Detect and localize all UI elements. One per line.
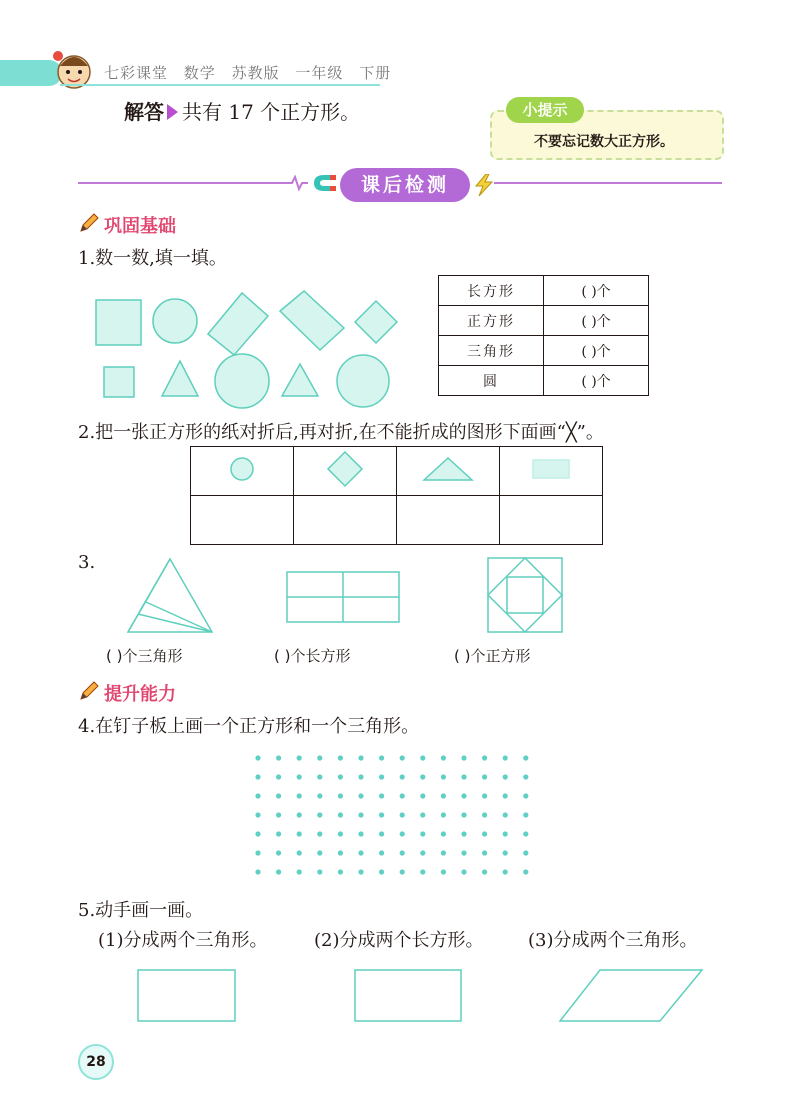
q3-number: 3. [78, 552, 96, 573]
answer-label: 解答 [124, 100, 164, 124]
peg-dot[interactable] [317, 812, 322, 817]
answer-blank[interactable]: ( )个 [544, 336, 649, 366]
peg-dot[interactable] [297, 812, 302, 817]
circle-shape [215, 354, 269, 408]
peg-dot[interactable] [503, 812, 508, 817]
peg-dot[interactable] [297, 793, 302, 798]
q4-prompt: 4.在钉子板上画一个正方形和一个三角形。 [78, 716, 420, 737]
hint-text: 不要忘记数大正方形。 [534, 134, 674, 150]
peg-dot[interactable] [461, 793, 466, 798]
peg-dot[interactable] [338, 850, 343, 855]
option-cell [191, 447, 294, 496]
peg-dot[interactable] [358, 793, 363, 798]
mark-cell[interactable] [397, 496, 500, 545]
peg-dot[interactable] [461, 774, 466, 779]
peg-dot[interactable] [441, 812, 446, 817]
q5-part1: (1)分成两个三角形。 [98, 930, 268, 951]
circle-option [222, 452, 262, 486]
header-underline [60, 84, 380, 86]
peg-dot[interactable] [338, 774, 343, 779]
peg-dot[interactable] [503, 831, 508, 836]
peg-dot[interactable] [379, 774, 384, 779]
peg-dot[interactable] [482, 755, 487, 760]
option-cell [294, 447, 397, 496]
row-name: 正方形 [439, 306, 544, 336]
peg-dot[interactable] [420, 755, 425, 760]
small-square-shape [104, 367, 134, 397]
peg-dot[interactable] [503, 793, 508, 798]
peg-dot[interactable] [276, 793, 281, 798]
q3-figures [120, 556, 600, 638]
peg-dot[interactable] [379, 831, 384, 836]
peg-dot[interactable] [523, 793, 528, 798]
triangle-option [421, 452, 475, 486]
q5-part3: (3)分成两个三角形。 [528, 930, 698, 951]
part1-heading: 巩固基础 [104, 216, 176, 237]
q5-rectangle-2 [355, 970, 461, 1021]
peg-dot[interactable] [523, 812, 528, 817]
q5-prompt: 5.动手画一画。 [78, 900, 204, 921]
answer-line [124, 96, 360, 125]
peg-dot[interactable] [276, 831, 281, 836]
peg-dot[interactable] [379, 812, 384, 817]
circle-shape [337, 355, 389, 407]
peg-dot[interactable] [338, 755, 343, 760]
peg-dot[interactable] [255, 755, 260, 760]
part2-heading: 提升能力 [104, 684, 176, 705]
q3-label-rectangles[interactable]: ( )个长方形 [274, 647, 351, 665]
peg-dot[interactable] [358, 774, 363, 779]
triangle-marker-icon [167, 104, 178, 120]
square-figure [488, 558, 562, 632]
peg-dot[interactable] [441, 869, 446, 874]
peg-dot[interactable] [503, 774, 508, 779]
peg-dot[interactable] [461, 869, 466, 874]
pencil-icon [78, 680, 100, 702]
q5-part2: (2)分成两个长方形。 [314, 930, 484, 951]
peg-dot[interactable] [441, 831, 446, 836]
peg-dot[interactable] [441, 850, 446, 855]
pencil-icon [78, 212, 100, 234]
peg-dot[interactable] [400, 793, 405, 798]
table-row [439, 336, 649, 366]
peg-dot[interactable] [255, 831, 260, 836]
tilted-rectangle-shape [280, 291, 344, 350]
pegboard[interactable] [250, 750, 550, 880]
page-number: 28 [78, 1044, 114, 1080]
peg-dot[interactable] [379, 869, 384, 874]
peg-dot[interactable] [358, 812, 363, 817]
peg-dot[interactable] [358, 831, 363, 836]
lightning-icon [474, 174, 494, 196]
section-divider-left [78, 182, 288, 184]
q3-label-triangles[interactable]: ( )个三角形 [106, 647, 183, 665]
q1-prompt: 1.数一数,填一填。 [78, 248, 227, 269]
q1-count-table [438, 275, 649, 396]
peg-dot[interactable] [255, 850, 260, 855]
peg-dot[interactable] [400, 812, 405, 817]
peg-dot[interactable] [297, 850, 302, 855]
subject: 数学 [183, 64, 216, 82]
peg-dot[interactable] [255, 774, 260, 779]
series-name: 七彩课堂 [104, 64, 169, 82]
peg-dot[interactable] [482, 850, 487, 855]
peg-dot[interactable] [276, 850, 281, 855]
peg-dot[interactable] [379, 850, 384, 855]
peg-dot[interactable] [338, 812, 343, 817]
peg-dot[interactable] [297, 869, 302, 874]
peg-dot[interactable] [420, 831, 425, 836]
peg-dot[interactable] [276, 755, 281, 760]
square-shape [96, 300, 141, 345]
peg-dot[interactable] [461, 831, 466, 836]
peg-dot[interactable] [461, 755, 466, 760]
mark-cell[interactable] [500, 496, 603, 545]
peg-dot[interactable] [482, 831, 487, 836]
peg-dot[interactable] [338, 869, 343, 874]
peg-dot[interactable] [441, 755, 446, 760]
table-row [191, 447, 603, 496]
peg-dot[interactable] [461, 812, 466, 817]
magnet-icon [286, 170, 342, 196]
peg-dot[interactable] [400, 755, 405, 760]
peg-dot[interactable] [441, 793, 446, 798]
peg-dot[interactable] [358, 755, 363, 760]
peg-dot[interactable] [255, 793, 260, 798]
peg-dot[interactable] [276, 869, 281, 874]
peg-dot[interactable] [523, 831, 528, 836]
mark-cell[interactable] [191, 496, 294, 545]
peg-dot[interactable] [297, 831, 302, 836]
rectangle-option [529, 454, 573, 484]
peg-dot[interactable] [317, 774, 322, 779]
peg-dot[interactable] [482, 812, 487, 817]
mark-cell[interactable] [294, 496, 397, 545]
row-name: 长方形 [439, 276, 544, 306]
q1-shapes [90, 288, 400, 410]
peg-dot[interactable] [358, 850, 363, 855]
peg-dot[interactable] [482, 774, 487, 779]
table-row [439, 306, 649, 336]
peg-dot[interactable] [297, 774, 302, 779]
peg-dot[interactable] [297, 755, 302, 760]
option-cell [397, 447, 500, 496]
answer-blank[interactable]: ( )个 [544, 306, 649, 336]
diamond-square-shape [355, 301, 397, 343]
row-name: 圆 [439, 366, 544, 396]
peg-dot[interactable] [523, 755, 528, 760]
peg-dot[interactable] [317, 850, 322, 855]
peg-dot[interactable] [400, 850, 405, 855]
peg-dot[interactable] [420, 869, 425, 874]
answer-blank[interactable]: ( )个 [544, 276, 649, 306]
peg-dot[interactable] [379, 755, 384, 760]
peg-dot[interactable] [400, 774, 405, 779]
peg-dot[interactable] [523, 850, 528, 855]
peg-dot[interactable] [317, 831, 322, 836]
hint-tag: 小提示 [506, 97, 584, 123]
peg-dot[interactable] [255, 812, 260, 817]
table-row [439, 276, 649, 306]
peg-dot[interactable] [523, 869, 528, 874]
peg-dot[interactable] [400, 831, 405, 836]
volume: 下册 [359, 64, 392, 82]
peg-dot[interactable] [420, 774, 425, 779]
section-banner: 课后检测 [340, 168, 470, 202]
option-cell [500, 447, 603, 496]
peg-dot[interactable] [276, 774, 281, 779]
triangle-shape [162, 361, 198, 396]
row-name: 三角形 [439, 336, 544, 366]
peg-dot[interactable] [482, 869, 487, 874]
triangle-shape [282, 364, 318, 396]
peg-dot[interactable] [420, 793, 425, 798]
peg-dot[interactable] [441, 774, 446, 779]
peg-dot[interactable] [400, 869, 405, 874]
peg-dot[interactable] [420, 850, 425, 855]
section-divider-right [494, 182, 722, 184]
peg-dot[interactable] [503, 755, 508, 760]
grade: 一年级 [295, 64, 344, 82]
peg-dot[interactable] [338, 831, 343, 836]
circle-shape [153, 299, 197, 343]
q5-parallelogram [560, 970, 702, 1021]
peg-dot[interactable] [317, 869, 322, 874]
peg-dot[interactable] [523, 774, 528, 779]
peg-dot[interactable] [317, 793, 322, 798]
peg-dot[interactable] [420, 812, 425, 817]
peg-dot[interactable] [276, 812, 281, 817]
answer-blank[interactable]: ( )个 [544, 366, 649, 396]
peg-dot[interactable] [338, 793, 343, 798]
table-row [191, 496, 603, 545]
peg-dot[interactable] [358, 869, 363, 874]
tilted-rectangle-shape [208, 293, 268, 355]
peg-dot[interactable] [461, 850, 466, 855]
header-title [104, 62, 401, 83]
peg-dot[interactable] [503, 869, 508, 874]
q2-prompt: 2.把一张正方形的纸对折后,再对折,在不能折成的图形下面画“╳”。 [78, 422, 604, 443]
q2-fold-table [190, 446, 603, 545]
peg-dot[interactable] [503, 850, 508, 855]
q5-figures[interactable] [130, 962, 710, 1028]
peg-dot[interactable] [379, 793, 384, 798]
peg-dot[interactable] [317, 755, 322, 760]
table-row [439, 366, 649, 396]
edition: 苏教版 [231, 64, 280, 82]
q3-label-squares[interactable]: ( )个正方形 [454, 647, 531, 665]
peg-dot[interactable] [255, 869, 260, 874]
q5-rectangle-1 [138, 970, 235, 1021]
peg-dot[interactable] [482, 793, 487, 798]
diamond-option [325, 449, 365, 489]
answer-text: 共有 17 个正方形。 [182, 100, 361, 124]
